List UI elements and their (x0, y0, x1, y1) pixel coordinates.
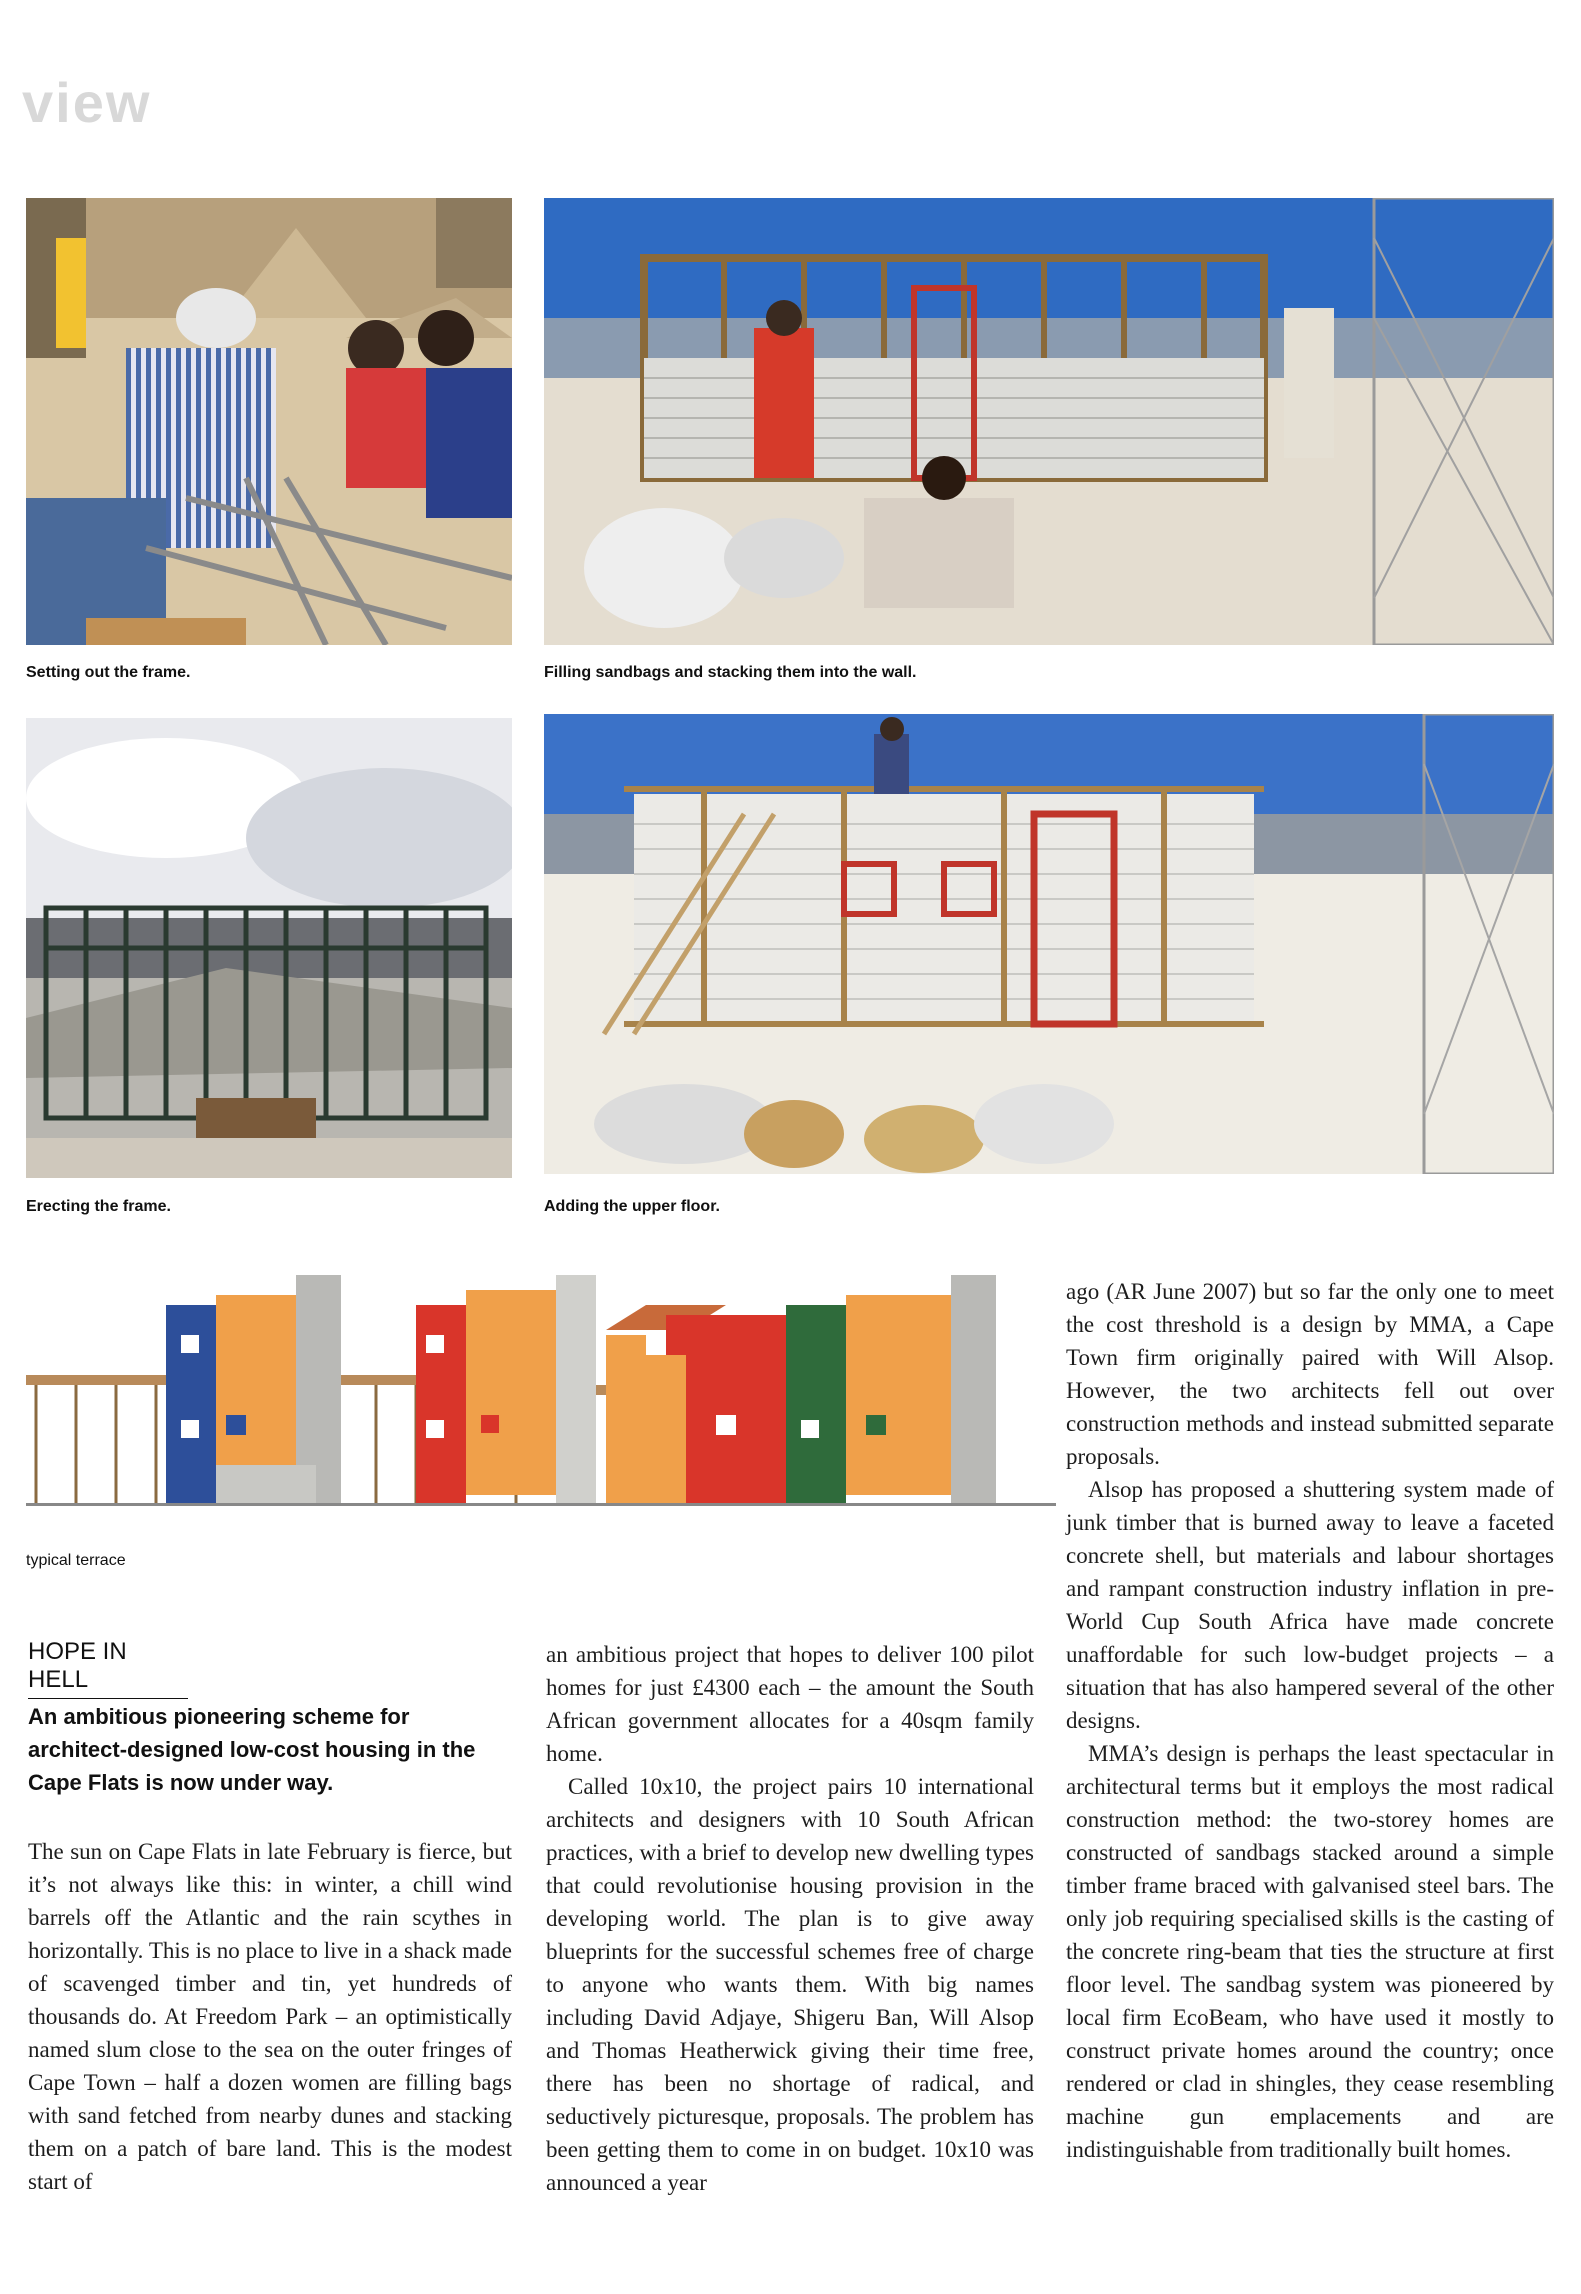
photo-caption: Setting out the frame. (26, 664, 191, 681)
photo-setting-out-frame (26, 198, 512, 645)
photo-caption: Erecting the frame. (26, 1198, 171, 1215)
section-tag: view (22, 71, 152, 134)
photo-caption: Filling sandbags and stacking them into the wall. (544, 664, 917, 681)
photo-adding-upper-floor (544, 714, 1554, 1174)
article-column-2 (546, 1638, 1034, 2199)
article-standfirst: An ambitious pioneering scheme for architect-designed low-cost housing in the Cape Flats is now under way. (28, 1704, 476, 1795)
paragraph: Called 10x10, the project pairs 10 international architects and designers with 10 South African practices, with a brief to develop new dwelling types that could revolutionise housing provision in the developing world. The plan is to give away blueprints for the successful schemes free of charge to anyone who wants them. With big names including David Adjaye, Shigeru Ban, Will Alsop and Thomas Heatherwick giving their time free, there has been no shortage of radical, and seductively picturesque, proposals. The problem has been getting them to come in on budget. 10x10 was announced a year (546, 1774, 1034, 2195)
photo-filling-sandbags (544, 198, 1554, 645)
paragraph: Alsop has proposed a shuttering system made of junk timber that is burned away to leave a faceted concrete shell, but materials and labour shortages and rampant construction industry inflation in pre-World Cup South Africa have made concrete unaffordable for such low-budget projects – a situation that has also hampered several of the other designs. (1066, 1477, 1554, 1733)
article-column-3 (1066, 1275, 1554, 2166)
paragraph: MMA’s design is perhaps the least spectacular in architectural terms but it employs the most radical construction method: the two-storey homes are constructed of sandbags stacked around a simple timber frame braced with galvanised steel bars. The only job requiring specialised skills is the casting of the concrete ring-beam that ties the structure at first floor level. The sandbag system was pioneered by local firm EcoBeam, who have used it mostly to construct private homes around the country; once rendered or clad in shingles, they cease resembling machine gun emplacements and are indistinguishable from traditionally built homes. (1066, 1741, 1554, 2162)
paragraph: The sun on Cape Flats in late February is fierce, but it’s not always like this: in winter, a chill wind barrels off the Atlantic and the rain scythes in horizontally. This is no place to live in a shack made of scavenged timber and tin, yet hundreds of thousands do. At Freedom Park – an optimistically named slum close to the sea on the outer fringes of Cape Town – half a dozen women are filling bags with sand fetched from nearby dunes and stacking them on a patch of bare land. This is the modest start of (28, 1839, 512, 2194)
paragraph: ago (AR June 2007) but so far the only one to meet the cost threshold is a design by MMA, a Cape Town firm originally paired with Will Alsop. However, the two architects fell out over construction methods and instead submitted separate proposals. (1066, 1279, 1554, 1469)
article-heading: HOPE IN HELL (28, 1638, 188, 1699)
paragraph: an ambitious project that hopes to deliver 100 pilot homes for just £4300 each – the amount the South African government allocates for a 40sqm family home. (546, 1642, 1034, 1766)
photo-erecting-frame (26, 718, 512, 1178)
article-column-1 (28, 1835, 512, 2198)
terrace-caption: typical terrace (26, 1552, 126, 1569)
terrace-rendering (26, 1275, 1056, 1515)
photo-caption: Adding the upper floor. (544, 1198, 720, 1215)
